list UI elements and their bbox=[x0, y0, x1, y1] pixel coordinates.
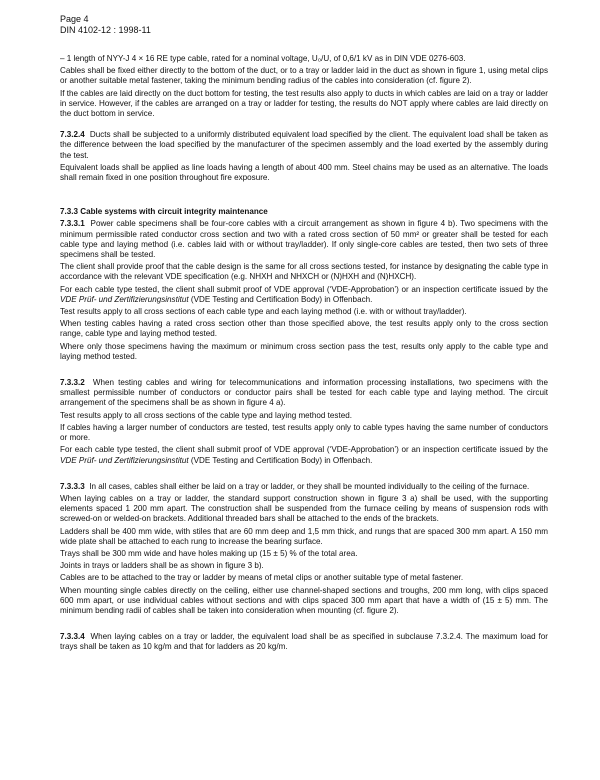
section-heading-7-3-3: 7.3.3 Cable systems with circuit integrity maintenance bbox=[60, 207, 268, 217]
clause-text: Ducts shall be subjected to a uniformly distributed equivalent load specified by the client. The equivalent load shall be taken as the difference between the load specified by the manufacturer of the specimen assembly and the load exerted by the assembly during the test. bbox=[60, 130, 549, 160]
paragraph-support-construction: When laying cables on a tray or ladder, the standard support construction shown in figure 3 a) shall be used, with the supporting elements spaced 1 200 mm apart. The construction shall be suspended from the furnace ceiling by means of suspension rods with screwed-on or welded-on brackets. Additional threaded bars shall be attached to the ends of the brackets. bbox=[60, 493, 548, 524]
clause-7-3-3-2 bbox=[60, 378, 548, 409]
clause-text: Power cable specimens shall be four-core cables with a circuit arrangement as shown in figure 4 b). Two specimens with the minimum permissible rated conductor cross section and two with a rated cross section of 50 mm² or greater shall be tested for each cable type and laying method (i.e. cables laid with or without tray/ladder). If only single-core cables are tested, then two sets of three specimens shall be tested. bbox=[60, 219, 549, 260]
paragraph-equivalent-loads: Equivalent loads shall be applied as line loads having a length of about 400 mm. Steel chains may be used as an alternative. The loads shall remain fixed in one position throughout fire exposure. bbox=[60, 162, 548, 183]
paragraph-cable-attachment: Cables are to be attached to the tray or ladder by means of metal clips or another suitable type of metal fastener. bbox=[60, 573, 464, 583]
clause-7-3-3-1 bbox=[60, 219, 548, 260]
clause-7-3-2-4 bbox=[60, 130, 548, 161]
paragraph-cable-design-proof: The client shall provide proof that the cable design is the same for all cross sections tested, for instance by designating the cable type in accordance with the relevant VDE specification (e.g. NHXH and NHXCH or (N)HXH and (N)HXCH). bbox=[60, 262, 548, 282]
cable-list-item: – 1 length of NYY-J 4 × 16 RE type cable, rated for a nominal voltage, U₀/U, of 0,6/1 kV as in DIN VDE 0276-603. bbox=[60, 54, 466, 63]
paragraph-ceiling-mounting: When mounting single cables directly on the ceiling, either use channel-shaped sections and troughs, 200 mm long, with clips spaced 600 mm apart, or use individual cables without sections and with clips spaced 300 mm apart that have a width of (15 ± 5) mm. The minimum bending radii of cables shall be taken into consideration when mounting (cf. figure 2). bbox=[60, 585, 548, 615]
clause-number: 7.3.3.2 bbox=[60, 378, 85, 388]
paragraph-duct-bottom: If the cables are laid directly on the duct bottom for testing, the test results also apply to ducts in which cables are laid on a tray or ladder in service. However, if the cables are arranged on a tray or ladder for testing, the results do NOT apply where cables are laid directly on the duct bottom in service. bbox=[60, 88, 548, 119]
paragraph-test-results-scope: Test results apply to all cross sections of each cable type and each laying method (i.e. with or without tray/ladder). bbox=[60, 307, 467, 317]
clause-number: 7.3.3.4 bbox=[60, 632, 85, 642]
clause-7-3-3-4 bbox=[60, 632, 548, 652]
page-header bbox=[60, 14, 548, 36]
paragraph-vde-approval: For each cable type tested, the client shall submit proof of VDE approval (‘VDE-Approbation’) or an inspection certificate issued by the VDE Prüf- und Zertifizierungsinstitut (VDE Testing and Certification Body) in Offenbach. bbox=[60, 284, 548, 304]
clause-number: 7.3.2.4 bbox=[60, 130, 85, 140]
clause-number: 7.3.3.3 bbox=[60, 481, 85, 491]
paragraph-joints: Joints in trays or ladders shall be as shown in figure 3 b). bbox=[60, 561, 264, 571]
clause-number: 7.3.3.1 bbox=[60, 219, 85, 229]
page-number: Page 4 bbox=[60, 14, 89, 24]
paragraph-ladder-dimensions: Ladders shall be 400 mm wide, with stiles that are 60 mm deep and 1,5 mm thick, and rungs that are spaced 300 mm apart. A 150 mm wide plate shall be attached to each rung to increase the bearing surface. bbox=[60, 526, 548, 546]
standard-reference: DIN 4102-12 : 1998-11 bbox=[60, 25, 151, 35]
paragraph-telecom-results: Test results apply to all cross sections of the cable type and laying method tested. bbox=[60, 410, 352, 420]
clause-text: When laying cables on a tray or ladder, the equivalent load shall be as specified in subclause 7.3.2.4. The maximum load for trays shall be taken as 10 kg/m and that for ladders as 20 kg/m. bbox=[60, 632, 548, 652]
clause-7-3-3-3 bbox=[60, 482, 548, 492]
paragraph-max-min-cross-section: Where only those specimens having the maximum or minimum cross section pass the test, results only apply to the cable type and laying method tested. bbox=[60, 341, 548, 361]
paragraph-vde-approval-telecom: For each cable type tested, the client shall submit proof of VDE approval (‘VDE-Approbation’) or an inspection certificate issued by the VDE Prüf- und Zertifizierungsinstitut (VDE Testing and Certification Body) in Offenbach. bbox=[60, 445, 548, 465]
paragraph-other-cross-section: When testing cables having a rated cross section other than those specified above, the test results apply only to the cross section range, cable type and laying method tested. bbox=[60, 319, 548, 339]
clause-text: When testing cables and wiring for telecommunications and information processing installations, two specimens with the smallest permissible number of conductors or conductor pairs shall be tested for each cable type and laying method. The circuit arrangement of the specimens shall be as shown in figure 4 a). bbox=[60, 378, 548, 408]
clause-text: In all cases, cables shall either be laid on a tray or ladder, or they shall be mounted individually to the ceiling of the furnace. bbox=[89, 481, 530, 491]
paragraph-tray-dimensions: Trays shall be 300 mm wide and have holes making up (15 ± 5) % of the total area. bbox=[60, 548, 358, 558]
paragraph-larger-conductors: If cables having a larger number of conductors are tested, test results apply only to cable types having the same number of conductors or more. bbox=[60, 422, 548, 443]
paragraph-cable-fixing: Cables shall be fixed either directly to the bottom of the duct, or to a tray or ladder laid in the duct as shown in figure 1, using metal clips or another suitable metal fastener, taking the minimum bending radius of the cables into consideration (cf. figure 2). bbox=[60, 66, 548, 86]
